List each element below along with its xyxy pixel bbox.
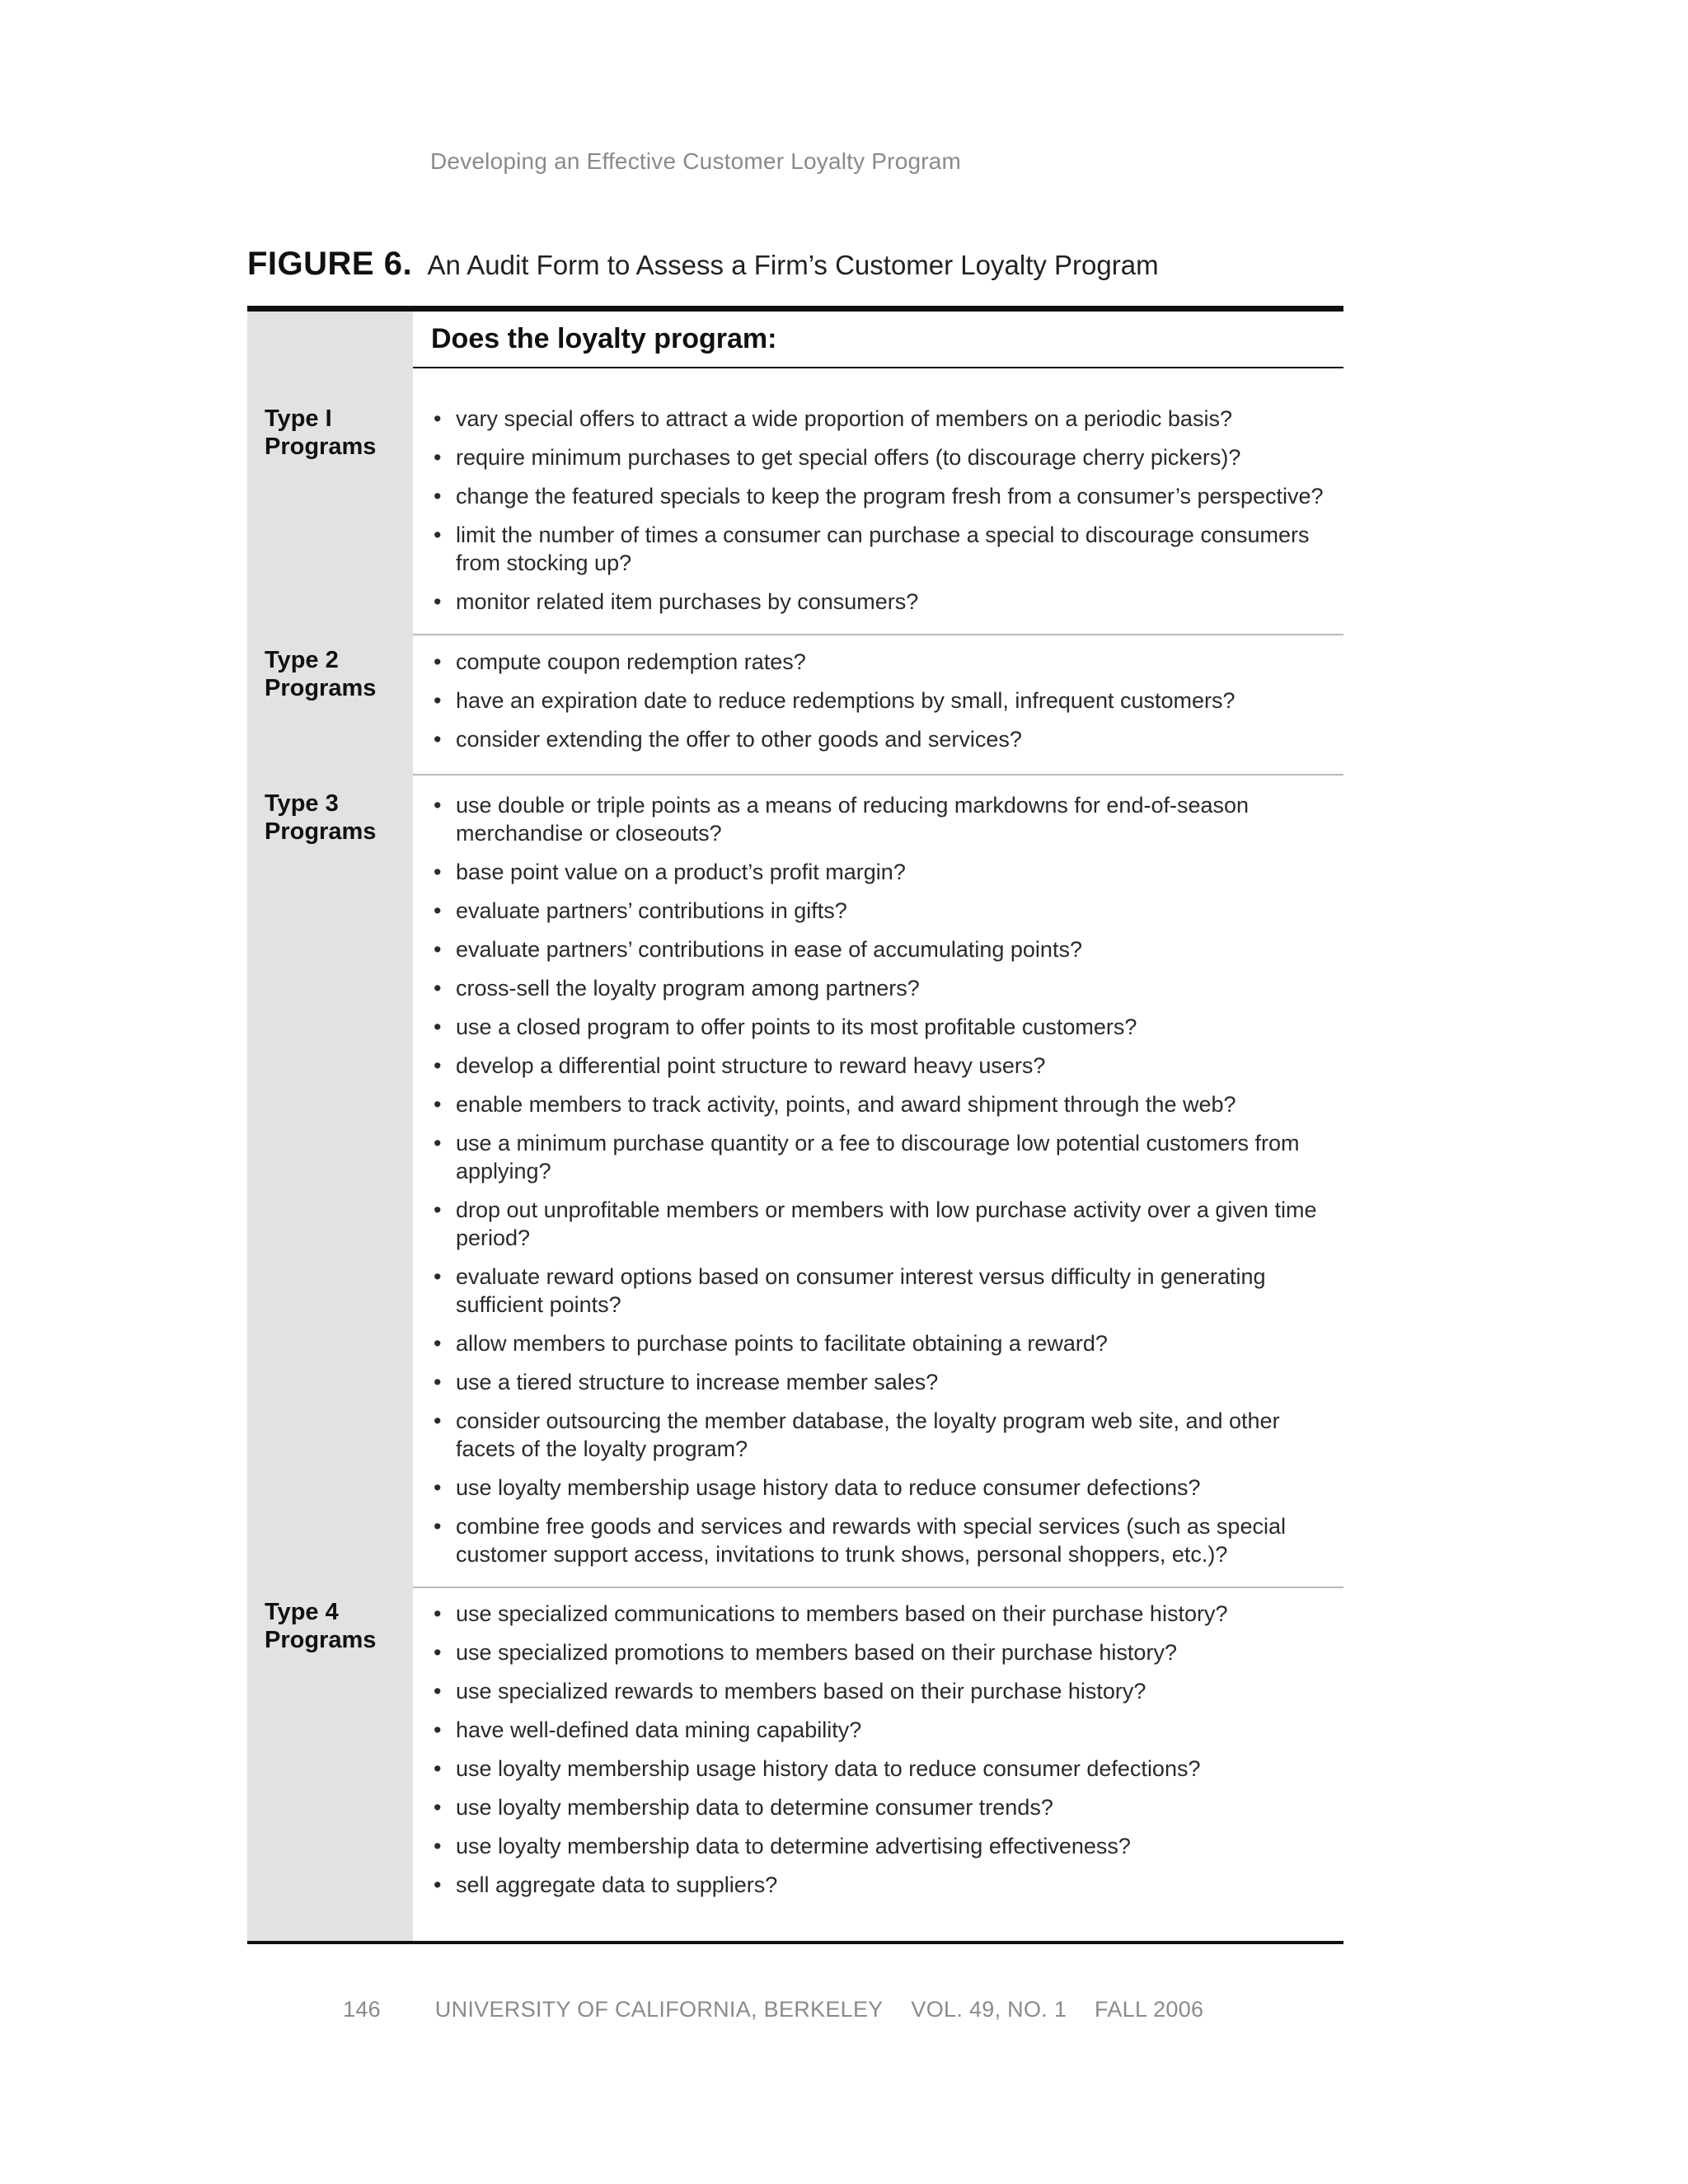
list-item: • allow members to purchase points to facilitate obtaining a reward? xyxy=(431,1329,1335,1357)
section-type-3 xyxy=(247,774,1343,1586)
list-item: • evaluate reward options based on consumer interest versus difficulty in generating sufficient points? xyxy=(431,1263,1335,1319)
section-items xyxy=(413,1586,1343,1941)
section-label xyxy=(247,368,413,634)
list-item: • base point value on a product’s profit margin? xyxy=(431,858,1335,886)
section-label-programs: Programs xyxy=(265,818,377,845)
section-label-type: Type 3 xyxy=(265,790,339,817)
audit-table xyxy=(247,306,1343,1944)
list-item: • use double or triple points as a means of reducing markdowns for end-of-season merchandise or closeouts? xyxy=(431,791,1335,847)
list-item: • use a closed program to offer points to its most profitable customers? xyxy=(431,1013,1335,1041)
list-item: • drop out unprofitable members or members with low purchase activity over a given time period? xyxy=(431,1196,1335,1252)
list-item: • limit the number of times a consumer can purchase a special to discourage consumers from stocking up? xyxy=(431,521,1335,577)
section-type-1 xyxy=(247,368,1343,634)
section-label-programs: Programs xyxy=(265,1627,377,1653)
section-label-type: Type 4 xyxy=(265,1599,339,1625)
page-footer xyxy=(343,1997,1250,2022)
table-header: Does the loyalty program: xyxy=(413,312,1343,368)
figure-title: An Audit Form to Assess a Firm’s Customer Loyalty Program xyxy=(427,250,1159,280)
section-items xyxy=(413,368,1343,634)
list-item: • have an expiration date to reduce redemptions by small, infrequent customers? xyxy=(431,687,1335,715)
section-label xyxy=(247,774,413,1586)
list-item: • combine free goods and services and rewards with special services (such as special customer support access, invitations to trunk shows, personal shoppers, etc.)? xyxy=(431,1512,1335,1568)
section-type-4 xyxy=(247,1586,1343,1941)
figure-caption xyxy=(247,246,1343,283)
list-item: • use a tiered structure to increase member sales? xyxy=(431,1368,1335,1396)
list-item: • use specialized promotions to members based on their purchase history? xyxy=(431,1638,1335,1666)
header-blank-cell xyxy=(247,312,413,368)
list-item: • use a minimum purchase quantity or a fee to discourage low potential customers from applying? xyxy=(431,1129,1335,1185)
list-item: • use loyalty membership usage history data to reduce consumer defections? xyxy=(431,1474,1335,1502)
section-label-programs: Programs xyxy=(265,434,377,460)
list-item: • use loyalty membership usage history data to reduce consumer defections? xyxy=(431,1755,1335,1783)
list-item: • change the featured specials to keep the program fresh from a consumer’s perspective? xyxy=(431,482,1335,510)
list-item: • sell aggregate data to suppliers? xyxy=(431,1871,1335,1899)
list-item: • use specialized communications to members based on their purchase history? xyxy=(431,1600,1335,1628)
list-item: • develop a differential point structure to reward heavy users? xyxy=(431,1052,1335,1080)
list-item: • enable members to track activity, points, and award shipment through the web? xyxy=(431,1090,1335,1118)
running-head: Developing an Effective Customer Loyalty Program xyxy=(430,148,962,174)
list-item: • have well-defined data mining capability? xyxy=(431,1716,1335,1744)
list-item: • cross-sell the loyalty program among partners? xyxy=(431,974,1335,1002)
list-item: • consider extending the offer to other goods and services? xyxy=(431,725,1335,753)
list-item: • evaluate partners’ contributions in gifts? xyxy=(431,897,1335,925)
section-type-2 xyxy=(247,634,1343,774)
section-label-programs: Programs xyxy=(265,675,377,701)
section-label xyxy=(247,1586,413,1941)
list-item: • vary special offers to attract a wide proportion of members on a periodic basis? xyxy=(431,405,1335,433)
section-items xyxy=(413,774,1343,1586)
list-item: • require minimum purchases to get special offers (to discourage cherry pickers)? xyxy=(431,443,1335,471)
footer-institution: UNIVERSITY OF CALIFORNIA, BERKELEY xyxy=(434,1997,884,2022)
page-number: 146 xyxy=(343,1997,381,2022)
figure-label: FIGURE 6. xyxy=(247,246,413,282)
list-item: • compute coupon redemption rates? xyxy=(431,648,1335,676)
footer-volume: VOL. 49, NO. 1 xyxy=(911,1997,1067,2022)
table-header-row xyxy=(247,312,1343,368)
section-label xyxy=(247,634,413,774)
section-label-type: Type I xyxy=(265,405,332,432)
footer-season: FALL 2006 xyxy=(1095,1997,1204,2022)
section-label-type: Type 2 xyxy=(265,647,339,673)
list-item: • monitor related item purchases by consumers? xyxy=(431,588,1335,616)
list-item: • use specialized rewards to members based on their purchase history? xyxy=(431,1677,1335,1705)
list-item: • use loyalty membership data to determine advertising effectiveness? xyxy=(431,1832,1335,1860)
list-item: • evaluate partners’ contributions in ease of accumulating points? xyxy=(431,935,1335,963)
list-item: • use loyalty membership data to determine consumer trends? xyxy=(431,1793,1335,1821)
section-items xyxy=(413,634,1343,774)
list-item: • consider outsourcing the member database, the loyalty program web site, and other facets of the loyalty program? xyxy=(431,1407,1335,1463)
